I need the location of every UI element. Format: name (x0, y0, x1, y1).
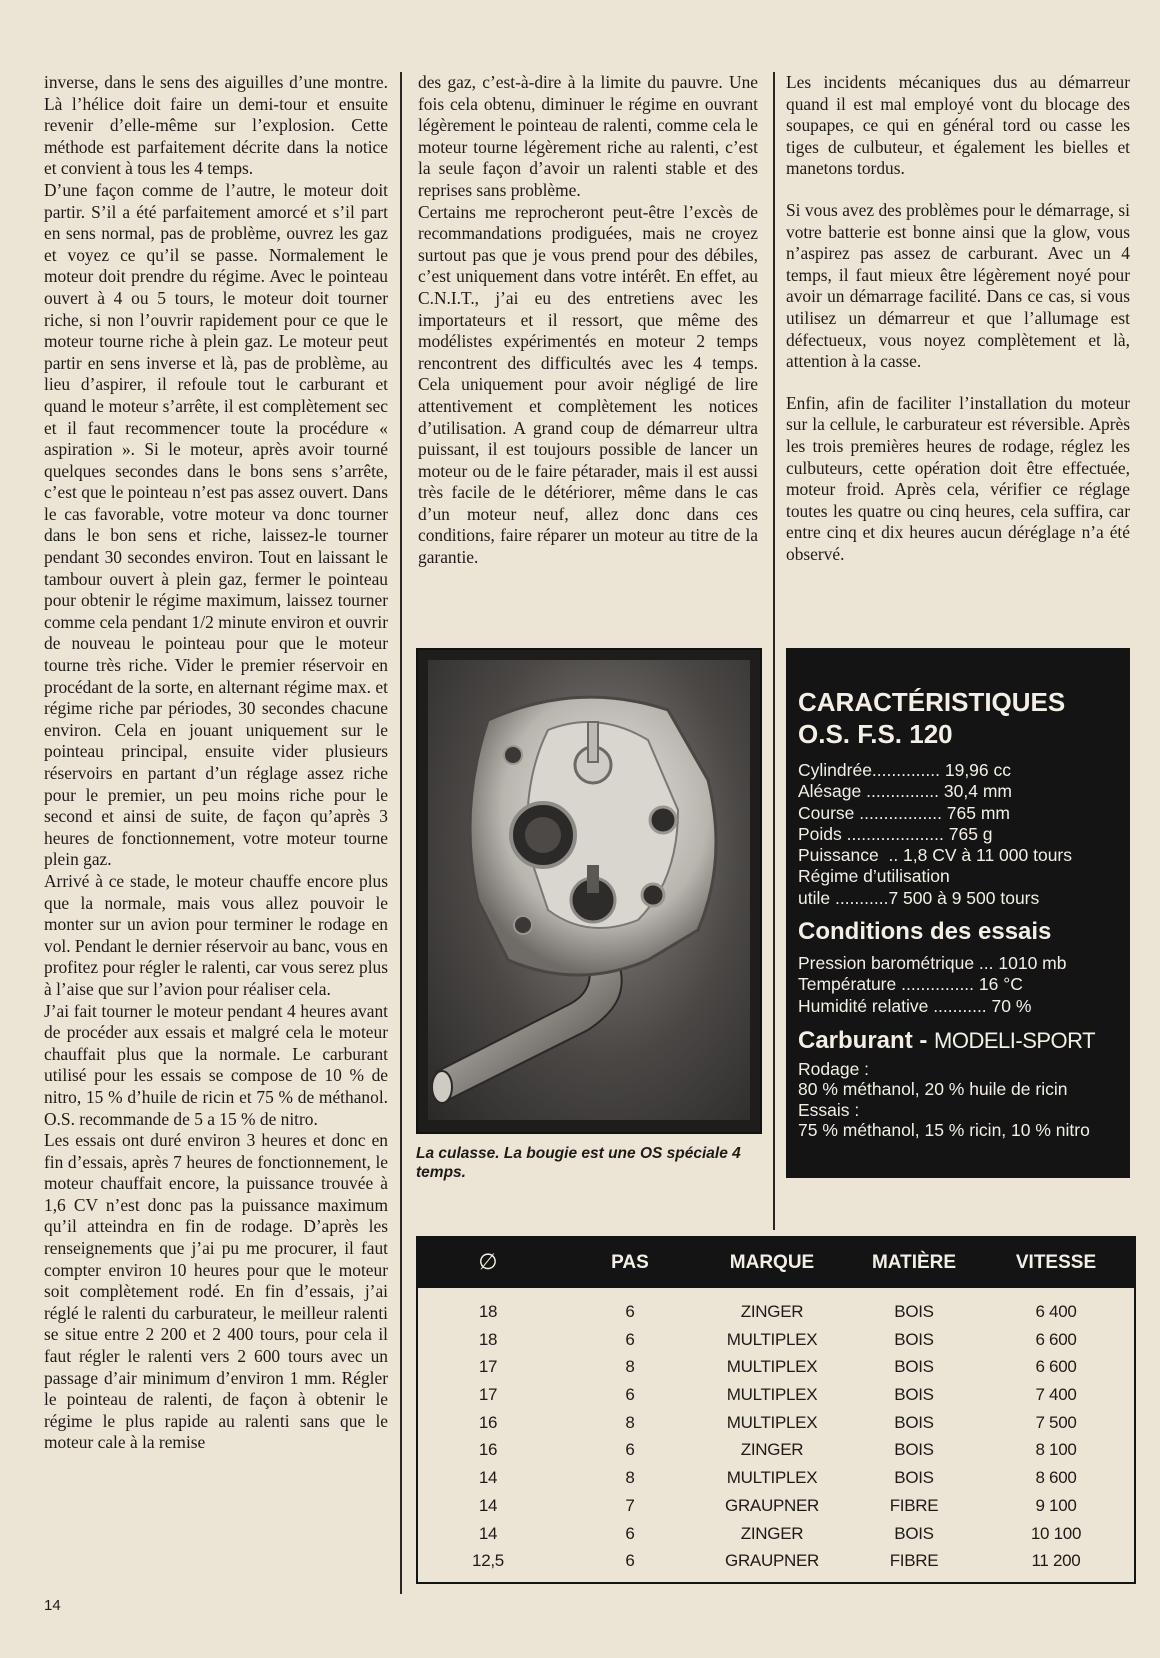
paragraph: Certains me reprocheront peut-être l’excès de recommandations prodiguées, mais ne croyez surtout pas que je vous prend pour des débiles, c’est uniquement dans votre intérêt. En effet, au C.N.I.T., j’ai eu des entretiens avec les importateurs et il ressort, que même des modélistes expérimentés en moteur 2 temps rencontrent des difficultés avec les 4 temps. Cela uniquement pour avoir négligé de lire attentivement et complètement les notices d’utilisation. A grand coup de démarreur ultra puissant, il est toujours possible de lancer un moteur ou de le faire pétarader, mais il est aussi très facile de le détériorer, même dans le cas d’un moteur neuf, allez donc dans ces conditions, faire réparer un moteur au titre de la garantie. (418, 201, 758, 568)
pitch-cell: 6 (625, 1523, 635, 1543)
brand-cell: MULTIPLEX (726, 1468, 818, 1488)
material-cell: BOIS (894, 1468, 934, 1488)
material-header: MATIÈRE (871, 1252, 957, 1273)
speed-cell: 10 100 (1030, 1523, 1082, 1543)
table-body (418, 1300, 1134, 1577)
fuel-heading (798, 1027, 1116, 1055)
table-row (418, 1466, 1134, 1494)
spec-row: Cylindrée.............. 19,96 cc (798, 760, 1012, 780)
fuel-row: Rodage : (798, 1058, 870, 1079)
pitch-cell: 6 (625, 1440, 635, 1460)
table-row (418, 1549, 1134, 1577)
diameter-cell: 18 (478, 1302, 498, 1321)
photo-image (428, 660, 750, 1120)
cylinder-head-illustration (428, 660, 746, 1118)
fuel-row: Essais : (798, 1099, 860, 1120)
paragraph: Arrivé à ce stade, le moteur chauffe encore plus que la normale, mais vous allez pouvoir le monter sur un avion pour terminer le rodage en vol. Pendant le dernier réservoir au banc, vous en profitez pour régler le ralenti, car vous serez plus à l’aise que sur l’avion pour réaliser cela. (44, 870, 388, 999)
spec-row: Course ................. 765 mm (798, 802, 1011, 823)
speed-cell: 7 500 (1035, 1412, 1077, 1432)
material-cell: BOIS (894, 1440, 934, 1460)
article-column-3 (786, 72, 1130, 565)
pitch-header: PAS (611, 1252, 649, 1273)
column-divider (773, 72, 775, 1230)
speed-cell: 6 600 (1035, 1357, 1077, 1377)
page-number: 14 (44, 1597, 61, 1614)
brand-cell: GRAUPNER (725, 1495, 819, 1515)
table-row (418, 1328, 1134, 1356)
paragraph: J’ai fait tourner le moteur pendant 4 heures avant de procéder aux essais et malgré cela le moteur chauffait plus que la normale. Le carburant utilisé pour les essais se compose de 10 % de nitro, 15 % d’huile de ricin et 75 % de méthanol. O.S. recommande de 5 a 15 % de nitro. (44, 1000, 388, 1129)
brand-cell: MULTIPLEX (726, 1385, 818, 1405)
pitch-cell: 6 (625, 1302, 635, 1321)
paragraph: D’une façon comme de l’autre, le moteur doit partir. S’il a été parfaitement amorcé et s’il part en sens normal, pas de problème, ouvrez les gaz et voyez ce qu’il se passe. Normalement le moteur doit prendre du régime. Avec le pointeau ouvert à 4 ou 5 tours, le moteur doit tourner riche, si non l’ouvrir rapidement pour ce que le moteur tourne riche à plein gaz. Le moteur peut partir en sens inverse et là, pas de problème, au lieu d’aspirer, il refoule tout le carburant et quand le moteur s’arrête, il est complètement sec et il faut recommencer toute la procédure « aspiration ». Si le moteur, après avoir tourné quelques secondes dans le bons sens s’arrête, c’est que le pointeau n’est pas assez ouvert. Dans le cas favorable, votre moteur va donc tourner dans le bon sens et riche, laissez-le tourner pendant 30 secondes environ. Tout en laissant le tambour ouvert à plein gaz, fermer le pointeau pour obtenir le régime maximum, laissez tourner comme cela pendant 1/2 minute environ et ouvrir de nouveau le pointeau pour que le moteur tourne très riche. Vider le premier réservoir en procédant de la sorte, en alternant régime max. et régime riche par périodes, 30 secondes chacune environ. Cela en jouant uniquement sur le pointeau principal, ensuite vider plusieurs réservoirs en partant d’un réglage assez riche pour le premier, un peu moins riche pour le second et ainsi de suite, de façon qu’après 3 heures de fonctionnement, votre moteur tourne plein gaz. (44, 179, 388, 870)
brand-cell: GRAUPNER (725, 1551, 819, 1571)
spec-row: Puissance .. 1,8 CV à 11 000 tours (798, 845, 1073, 866)
condition-row: Température ............... 16 °C (798, 974, 1023, 995)
fuel-row: 80 % méthanol, 20 % huile de ricin (798, 1079, 1068, 1100)
conditions-heading: Conditions des essais (798, 918, 1052, 946)
paragraph: Les essais ont duré environ 3 heures et donc en fin d’essais, après 7 heures de fonctionnement, le moteur chauffait encore, la puissance trouvée à 1,6 CV n’est donc pas la puissance maximum qu’il atteindra en fin de rodage. D’après les renseignements que j’ai pu me procurer, il faut compter environ 10 heures pour que le moteur soit complètement rodé. En fin d’essais, j’ai réglé le ralenti du carburateur, le meilleur ralenti se situe entre 2 200 et 2 400 tours, pour cela il faut régler le ralenti vers 2 600 tours avec un passage d’air minimum d’environ 1 mm. Régler le pointeau de ralenti, de façon à obtenir le régime le plus rapide au ralenti sans que le moteur cale à la remise (44, 1130, 388, 1453)
speed-cell: 7 400 (1035, 1385, 1077, 1405)
table-row (418, 1300, 1134, 1328)
paragraph: inverse, dans le sens des aiguilles d’une montre. Là l’hélice doit faire un demi-tour et ensuite revenir d’elle-même sur l’explosion. Cette méthode est parfaitement décrite dans la notice et convient à tous les 4 temps. (44, 72, 388, 179)
diameter-header: ∅ (478, 1249, 498, 1274)
brand-cell: ZINGER (740, 1440, 804, 1460)
fuel-brand: MODELI-SPORT (934, 1027, 1096, 1053)
material-cell: BOIS (894, 1329, 934, 1349)
diameter-cell: 14 (478, 1523, 498, 1543)
pitch-cell: 8 (625, 1412, 635, 1432)
condition-row: Humidité relative ........... 70 % (798, 995, 1032, 1016)
brand-cell: MULTIPLEX (726, 1329, 818, 1349)
pitch-cell: 6 (625, 1551, 635, 1571)
pitch-cell: 6 (625, 1385, 635, 1405)
material-cell: BOIS (894, 1357, 934, 1377)
material-cell: BOIS (894, 1412, 934, 1432)
specifications-box (786, 648, 1130, 1178)
article-column-1 (44, 72, 388, 1454)
diameter-cell: 14 (478, 1468, 498, 1488)
material-cell: BOIS (894, 1302, 934, 1321)
column-divider (400, 72, 402, 1594)
article-column-2 (418, 72, 758, 569)
table-row (418, 1355, 1134, 1383)
table-row (418, 1383, 1134, 1411)
brand-cell: ZINGER (740, 1302, 804, 1321)
diameter-cell: 16 (478, 1412, 498, 1432)
material-cell: BOIS (894, 1523, 934, 1543)
speed-cell: 9 100 (1035, 1495, 1077, 1515)
table-row (418, 1438, 1134, 1466)
paragraph: Si vous avez des problèmes pour le démarrage, si votre batterie est bonne ainsi que la glow, vous n’aspirez pas assez de carburant. Avec un 4 temps, il faut mieux être légèrement noyé pour avoir un démarrage facilité. Dans ce cas, si vous utilisez un démarreur et que l’allumage est défectueux, vous noyez complètement et là, attention à la casse. (786, 199, 1130, 372)
spec-row: Alésage ............... 30,4 mm (798, 781, 1012, 802)
speed-cell: 11 200 (1031, 1551, 1081, 1571)
speed-cell: 8 100 (1035, 1440, 1077, 1460)
spec-row: utile ...........7 500 à 9 500 tours (798, 887, 1040, 908)
cylinder-head-photo (416, 648, 762, 1134)
spec-row: Régime d’utilisation (798, 866, 950, 887)
brand-cell: MULTIPLEX (726, 1412, 818, 1432)
paragraph: des gaz, c’est-à-dire à la limite du pauvre. Une fois cela obtenu, diminuer le régime en ouvrant légèrement le pointeau de ralenti, comme cela le moteur tourne légèrement riche au ralenti, c’est la seule façon d’avoir un ralenti stable et des reprises sans problème. (418, 72, 758, 200)
fuel-row: 75 % méthanol, 15 % ricin, 10 % nitro (798, 1120, 1090, 1141)
table-row (418, 1411, 1134, 1439)
speed-cell: 6 400 (1035, 1302, 1077, 1321)
spec-row: Poids .................... 765 g (798, 823, 993, 844)
material-cell: BOIS (894, 1385, 934, 1405)
photo-caption: La culasse. La bougie est une OS spéciale 4 temps. (416, 1145, 741, 1181)
pitch-cell: 7 (625, 1495, 635, 1515)
fuel-label: Carburant (798, 1026, 913, 1054)
material-cell: FIBRE (889, 1551, 939, 1571)
table-row (418, 1494, 1134, 1522)
pitch-cell: 8 (625, 1357, 635, 1377)
diameter-cell: 16 (478, 1440, 498, 1460)
speed-cell: 8 600 (1035, 1468, 1077, 1488)
propeller-test-table (416, 1236, 1136, 1584)
speed-cell: 6 600 (1035, 1329, 1077, 1349)
diameter-cell: 17 (478, 1385, 498, 1405)
diameter-cell: 18 (478, 1329, 498, 1349)
brand-header: MARQUE (729, 1252, 815, 1273)
table-header (418, 1238, 1134, 1288)
brand-cell: MULTIPLEX (726, 1357, 818, 1377)
brand-cell: ZINGER (740, 1523, 804, 1543)
specs-engine-name: O.S. F.S. 120 (798, 719, 953, 749)
paragraph: Les incidents mécaniques dus au démarreur quand il est mal employé vont du blocage des soupapes, ce qui en général tord ou casse les tiges de culbuteur, et également les bielles et manetons tordus. (786, 72, 1130, 179)
diameter-cell: 17 (478, 1357, 498, 1377)
diameter-cell: 12,5 (472, 1551, 504, 1571)
table-row (418, 1522, 1134, 1550)
paragraph: Enfin, afin de faciliter l’installation du moteur sur la cellule, le carburateur est réversible. Après les trois premières heures de rodage, réglez les culbuteurs, cette opération doit être effectuée, moteur froid. Après cela, vérifier ce réglage toutes les quatre ou cinq heures, cela suffira, car entre cinq et dix heures aucun déréglage n’a été observé. (786, 392, 1130, 564)
fuel-separator: - (912, 1026, 935, 1054)
pitch-cell: 8 (625, 1468, 635, 1488)
material-cell: FIBRE (889, 1495, 939, 1515)
speed-header: VITESSE (1015, 1252, 1097, 1273)
condition-row: Pression barométrique ... 1010 mb (798, 953, 1067, 974)
diameter-cell: 14 (478, 1495, 498, 1515)
specs-title: CARACTÉRISTIQUES (798, 687, 1066, 717)
pitch-cell: 6 (625, 1329, 635, 1349)
